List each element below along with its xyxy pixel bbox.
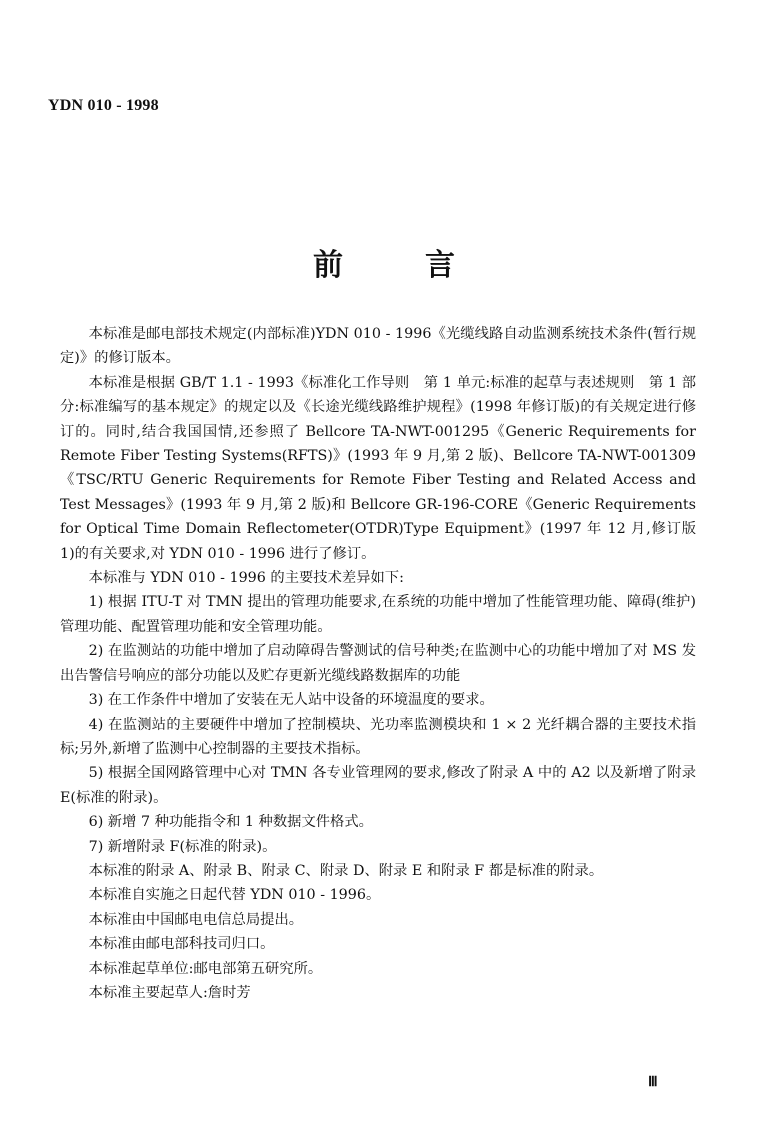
title-char-2: 言 xyxy=(425,248,455,283)
paragraph-7: 4) 在监测站的主要硬件中增加了控制模块、光功率监测模块和 1 × 2 光纤耦合器的主要技术指标;另外,新增了监测中心控制器的主要技术指标。 xyxy=(60,716,696,757)
preface-body xyxy=(60,322,696,1005)
paragraph-3: 本标准与 YDN 010 - 1996 的主要技术差异如下: xyxy=(88,570,404,587)
title-char-1: 前 xyxy=(313,248,343,283)
paragraph-9: 6) 新增 7 种功能指令和 1 种数据文件格式。 xyxy=(88,814,373,831)
paragraph-15: 本标准起草单位:邮电部第五研究所。 xyxy=(88,960,323,977)
paragraph-2: 本标准是根据 GB/T 1.1 - 1993《标准化工作导则 第 1 单元:标准的起草与表述规则 第 1 部分:标准编写的基本规定》的规定以及《长途光缆线路维护规程》(1998 年修订版)的有关规定进行修订的。同时,结合我国国情,还参照了 Bellcore TA-NWT-001295《Generic Requirements for Remote Fiber Testing Systems(RFTS)》(1993 年 9 月,第 2 版)、Bellcore TA-NWT-001309《TSC/RTU Generic Requirements for Remote Fiber Testing and Related Access and Test Messages》(1993 年 9 月,第 2 版)和 Bellcore GR-196-CORE《Generic Requirements for Optical Time Domain Reflectometer(OTDR)Type Equipment》(1997 年 12 月,修订版 1)的有关要求,对 YDN 010 - 1996 进行了修订。 xyxy=(60,374,696,562)
paragraph-6: 3) 在工作条件中增加了安装在无人站中设备的环境温度的要求。 xyxy=(88,692,494,709)
paragraph-10: 7) 新增附录 F(标准的附录)。 xyxy=(88,838,277,855)
paragraph-5: 2) 在监测站的功能中增加了启动障碍告警测试的信号种类;在监测中心的功能中增加了对 MS 发出告警信号响应的部分功能以及贮存更新光缆线路数据库的功能 xyxy=(60,643,696,684)
paragraph-16: 本标准主要起草人:詹时芳 xyxy=(88,984,251,1001)
paragraph-13: 本标准由中国邮电电信总局提出。 xyxy=(88,911,304,928)
paragraph-12: 本标准自实施之日起代替 YDN 010 - 1996。 xyxy=(88,887,381,904)
paragraph-11: 本标准的附录 A、附录 B、附录 C、附录 D、附录 E 和附录 F 都是标准的附录。 xyxy=(88,862,604,879)
page-title xyxy=(0,246,768,286)
paragraph-1: 本标准是邮电部技术规定(内部标准)YDN 010 - 1996《光缆线路自动监测系统技术条件(暂行规定)》的修订版本。 xyxy=(60,326,696,367)
document-code: YDN 010 - 1998 xyxy=(48,97,159,114)
paragraph-8: 5) 根据全国网路管理中心对 TMN 各专业管理网的要求,修改了附录 A 中的 A2 以及新增了附录 E(标准的附录)。 xyxy=(60,765,696,806)
paragraph-4: 1) 根据 ITU-T 对 TMN 提出的管理功能要求,在系统的功能中增加了性能管理功能、障碍(维护)管理功能、配置管理功能和安全管理功能。 xyxy=(60,594,696,635)
page-number: Ⅲ xyxy=(648,1075,658,1090)
paragraph-14: 本标准由邮电部科技司归口。 xyxy=(88,936,275,953)
